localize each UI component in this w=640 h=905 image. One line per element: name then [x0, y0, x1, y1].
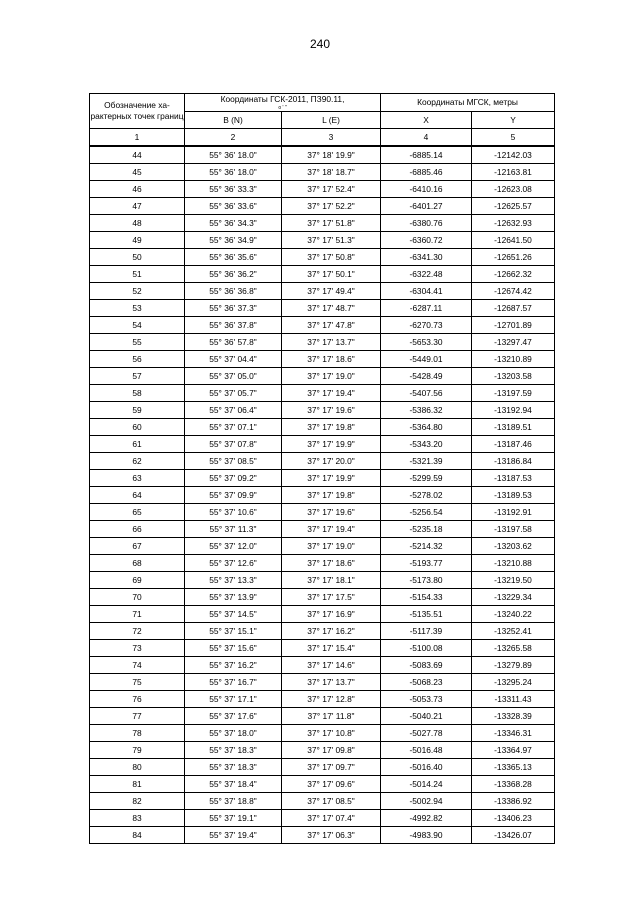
- b-cell: 55° 37' 10.6": [185, 504, 282, 521]
- b-cell: 55° 36' 37.8": [185, 317, 282, 334]
- y-cell: -13365.13: [472, 759, 555, 776]
- table-row: [90, 198, 555, 215]
- y-cell: -12701.89: [472, 317, 555, 334]
- y-cell: -13229.34: [472, 589, 555, 606]
- point-id-cell: 61: [90, 436, 185, 453]
- coordinates-table: [89, 93, 555, 844]
- b-cell: 55° 36' 57.8": [185, 334, 282, 351]
- b-cell: 55° 37' 19.1": [185, 810, 282, 827]
- l-cell: 37° 17' 17.5": [282, 589, 381, 606]
- point-id-cell: 83: [90, 810, 185, 827]
- x-cell: -5016.40: [381, 759, 472, 776]
- b-cell: 55° 37' 12.0": [185, 538, 282, 555]
- header-row-main: [90, 94, 555, 112]
- point-id-cell: 58: [90, 385, 185, 402]
- y-cell: -13265.58: [472, 640, 555, 657]
- table-row: [90, 470, 555, 487]
- b-cell: 55° 36' 18.0": [185, 164, 282, 181]
- b-cell: 55° 36' 33.3": [185, 181, 282, 198]
- table-row: [90, 351, 555, 368]
- table-body: [90, 146, 555, 844]
- b-cell: 55° 37' 07.8": [185, 436, 282, 453]
- y-cell: -12142.03: [472, 146, 555, 164]
- x-cell: -5278.02: [381, 487, 472, 504]
- x-cell: -5299.59: [381, 470, 472, 487]
- point-id-cell: 55: [90, 334, 185, 351]
- y-cell: -13210.88: [472, 555, 555, 572]
- x-cell: -6270.73: [381, 317, 472, 334]
- table-row: [90, 640, 555, 657]
- b-cell: 55° 37' 18.0": [185, 725, 282, 742]
- table-row: [90, 708, 555, 725]
- y-cell: -13187.46: [472, 436, 555, 453]
- table-row: [90, 725, 555, 742]
- l-cell: 37° 17' 06.3": [282, 827, 381, 844]
- page-number: 240: [309, 37, 331, 51]
- table-row: [90, 793, 555, 810]
- y-cell: -13346.31: [472, 725, 555, 742]
- table-row: [90, 232, 555, 249]
- x-cell: -5321.39: [381, 453, 472, 470]
- x-cell: -6341.30: [381, 249, 472, 266]
- table-row: [90, 317, 555, 334]
- b-cell: 55° 36' 36.2": [185, 266, 282, 283]
- point-id-cell: 46: [90, 181, 185, 198]
- b-cell: 55° 37' 06.4": [185, 402, 282, 419]
- b-cell: 55° 36' 34.3": [185, 215, 282, 232]
- b-cell: 55° 37' 13.9": [185, 589, 282, 606]
- b-cell: 55° 37' 11.3": [185, 521, 282, 538]
- point-id-cell: 71: [90, 606, 185, 623]
- y-cell: -13192.94: [472, 402, 555, 419]
- y-cell: -12625.57: [472, 198, 555, 215]
- y-cell: -13426.07: [472, 827, 555, 844]
- x-cell: -5053.73: [381, 691, 472, 708]
- table-row: [90, 419, 555, 436]
- b-cell: 55° 36' 36.8": [185, 283, 282, 300]
- table-row: [90, 623, 555, 640]
- b-cell: 55° 37' 18.3": [185, 759, 282, 776]
- x-cell: -5235.18: [381, 521, 472, 538]
- point-id-cell: 60: [90, 419, 185, 436]
- table-row: [90, 249, 555, 266]
- point-id-cell: 56: [90, 351, 185, 368]
- x-cell: -5214.32: [381, 538, 472, 555]
- y-cell: -13364.97: [472, 742, 555, 759]
- point-id-cell: 73: [90, 640, 185, 657]
- l-cell: 37° 17' 07.4": [282, 810, 381, 827]
- b-cell: 55° 37' 07.1": [185, 419, 282, 436]
- b-cell: 55° 36' 35.6": [185, 249, 282, 266]
- point-id-cell: 79: [90, 742, 185, 759]
- x-cell: -6304.41: [381, 283, 472, 300]
- b-cell: 55° 37' 16.2": [185, 657, 282, 674]
- b-cell: 55° 37' 15.1": [185, 623, 282, 640]
- x-cell: -5364.80: [381, 419, 472, 436]
- x-cell: -6360.72: [381, 232, 472, 249]
- l-cell: 37° 17' 51.3": [282, 232, 381, 249]
- point-id-cell: 77: [90, 708, 185, 725]
- table-row: [90, 742, 555, 759]
- l-cell: 37° 17' 12.8": [282, 691, 381, 708]
- b-cell: 55° 37' 15.6": [185, 640, 282, 657]
- table-row: [90, 283, 555, 300]
- header-gsk-units: о ' ": [278, 105, 287, 111]
- l-cell: 37° 17' 19.6": [282, 504, 381, 521]
- table-row: [90, 436, 555, 453]
- table-row: [90, 657, 555, 674]
- y-cell: -13406.23: [472, 810, 555, 827]
- column-number: 4: [381, 129, 472, 147]
- table-row: [90, 146, 555, 164]
- l-cell: 37° 18' 19.9": [282, 146, 381, 164]
- x-cell: -6885.14: [381, 146, 472, 164]
- x-cell: -5002.94: [381, 793, 472, 810]
- l-cell: 37° 17' 52.2": [282, 198, 381, 215]
- l-cell: 37° 17' 47.8": [282, 317, 381, 334]
- table-row: [90, 674, 555, 691]
- l-cell: 37° 17' 13.7": [282, 674, 381, 691]
- l-cell: 37° 17' 19.4": [282, 521, 381, 538]
- y-cell: -12674.42: [472, 283, 555, 300]
- point-id-cell: 44: [90, 146, 185, 164]
- b-cell: 55° 36' 37.3": [185, 300, 282, 317]
- y-cell: -12632.93: [472, 215, 555, 232]
- table-row: [90, 538, 555, 555]
- x-cell: -4983.90: [381, 827, 472, 844]
- b-cell: 55° 37' 19.4": [185, 827, 282, 844]
- point-id-cell: 53: [90, 300, 185, 317]
- point-id-cell: 66: [90, 521, 185, 538]
- table-row: [90, 759, 555, 776]
- point-id-cell: 52: [90, 283, 185, 300]
- point-id-cell: 65: [90, 504, 185, 521]
- l-cell: 37° 17' 09.7": [282, 759, 381, 776]
- b-cell: 55° 36' 33.6": [185, 198, 282, 215]
- header-mgsk-group: Координаты МГСК, метры: [381, 94, 555, 112]
- b-cell: 55° 37' 18.8": [185, 793, 282, 810]
- l-cell: 37° 17' 52.4": [282, 181, 381, 198]
- table-row: [90, 215, 555, 232]
- table-row: [90, 810, 555, 827]
- l-cell: 37° 17' 08.5": [282, 793, 381, 810]
- l-cell: 37° 17' 19.9": [282, 436, 381, 453]
- y-cell: -13279.89: [472, 657, 555, 674]
- table-row: [90, 385, 555, 402]
- l-cell: 37° 17' 19.0": [282, 538, 381, 555]
- y-cell: -13189.53: [472, 487, 555, 504]
- x-cell: -5407.56: [381, 385, 472, 402]
- l-cell: 37° 17' 19.8": [282, 487, 381, 504]
- l-cell: 37° 17' 18.6": [282, 351, 381, 368]
- column-number: 1: [90, 129, 185, 147]
- y-cell: -12651.26: [472, 249, 555, 266]
- l-cell: 37° 17' 18.6": [282, 555, 381, 572]
- point-id-cell: 68: [90, 555, 185, 572]
- header-b: B (N): [185, 112, 282, 129]
- x-cell: -6401.27: [381, 198, 472, 215]
- y-cell: -13187.53: [472, 470, 555, 487]
- table-row: [90, 300, 555, 317]
- point-id-cell: 48: [90, 215, 185, 232]
- l-cell: 37° 17' 18.1": [282, 572, 381, 589]
- b-cell: 55° 37' 05.7": [185, 385, 282, 402]
- table-row: [90, 402, 555, 419]
- y-cell: -12662.32: [472, 266, 555, 283]
- b-cell: 55° 37' 14.5": [185, 606, 282, 623]
- point-id-cell: 76: [90, 691, 185, 708]
- point-id-cell: 63: [90, 470, 185, 487]
- table-row: [90, 776, 555, 793]
- l-cell: 37° 17' 19.8": [282, 419, 381, 436]
- b-cell: 55° 36' 34.9": [185, 232, 282, 249]
- b-cell: 55° 37' 09.9": [185, 487, 282, 504]
- point-id-cell: 57: [90, 368, 185, 385]
- l-cell: 37° 17' 20.0": [282, 453, 381, 470]
- x-cell: -6410.16: [381, 181, 472, 198]
- l-cell: 37° 17' 14.6": [282, 657, 381, 674]
- x-cell: -5068.23: [381, 674, 472, 691]
- y-cell: -13295.24: [472, 674, 555, 691]
- table-row: [90, 334, 555, 351]
- x-cell: -6287.11: [381, 300, 472, 317]
- point-id-cell: 82: [90, 793, 185, 810]
- l-cell: 37° 17' 19.9": [282, 470, 381, 487]
- l-cell: 37° 17' 19.6": [282, 402, 381, 419]
- x-cell: -5193.77: [381, 555, 472, 572]
- point-id-cell: 62: [90, 453, 185, 470]
- l-cell: 37° 17' 49.4": [282, 283, 381, 300]
- y-cell: -13186.84: [472, 453, 555, 470]
- point-id-cell: 49: [90, 232, 185, 249]
- x-cell: -5449.01: [381, 351, 472, 368]
- x-cell: -5343.20: [381, 436, 472, 453]
- header-l: L (E): [282, 112, 381, 129]
- point-id-cell: 59: [90, 402, 185, 419]
- l-cell: 37° 17' 15.4": [282, 640, 381, 657]
- b-cell: 55° 37' 18.4": [185, 776, 282, 793]
- b-cell: 55° 37' 12.6": [185, 555, 282, 572]
- table-row: [90, 606, 555, 623]
- column-number: 5: [472, 129, 555, 147]
- y-cell: -12163.81: [472, 164, 555, 181]
- x-cell: -6322.48: [381, 266, 472, 283]
- b-cell: 55° 36' 18.0": [185, 146, 282, 164]
- l-cell: 37° 17' 51.8": [282, 215, 381, 232]
- y-cell: -13297.47: [472, 334, 555, 351]
- header-gsk-group: [185, 94, 381, 112]
- y-cell: -12641.50: [472, 232, 555, 249]
- b-cell: 55° 37' 08.5": [185, 453, 282, 470]
- column-number: 3: [282, 129, 381, 147]
- y-cell: -13368.28: [472, 776, 555, 793]
- b-cell: 55° 37' 04.4": [185, 351, 282, 368]
- x-cell: -5083.69: [381, 657, 472, 674]
- y-cell: -13210.89: [472, 351, 555, 368]
- x-cell: -5154.33: [381, 589, 472, 606]
- y-cell: -12687.57: [472, 300, 555, 317]
- table-row: [90, 521, 555, 538]
- column-number: 2: [185, 129, 282, 147]
- point-id-cell: 74: [90, 657, 185, 674]
- point-id-cell: 75: [90, 674, 185, 691]
- header-gsk-title: Координаты ГСК-2011, ПЗ90.11,: [220, 94, 345, 104]
- x-cell: -4992.82: [381, 810, 472, 827]
- point-id-cell: 78: [90, 725, 185, 742]
- l-cell: 37° 18' 18.7": [282, 164, 381, 181]
- table-row: [90, 266, 555, 283]
- x-cell: -5016.48: [381, 742, 472, 759]
- point-id-cell: 80: [90, 759, 185, 776]
- table-row: [90, 181, 555, 198]
- b-cell: 55° 37' 13.3": [185, 572, 282, 589]
- l-cell: 37° 17' 09.6": [282, 776, 381, 793]
- x-cell: -5014.24: [381, 776, 472, 793]
- b-cell: 55° 37' 09.2": [185, 470, 282, 487]
- point-id-cell: 70: [90, 589, 185, 606]
- y-cell: -13328.39: [472, 708, 555, 725]
- x-cell: -5428.49: [381, 368, 472, 385]
- table-row: [90, 691, 555, 708]
- x-cell: -5256.54: [381, 504, 472, 521]
- table-row: [90, 555, 555, 572]
- y-cell: -13197.59: [472, 385, 555, 402]
- x-cell: -6380.76: [381, 215, 472, 232]
- point-id-cell: 47: [90, 198, 185, 215]
- l-cell: 37° 17' 48.7": [282, 300, 381, 317]
- y-cell: -13203.62: [472, 538, 555, 555]
- y-cell: -13219.50: [472, 572, 555, 589]
- header-x: X: [381, 112, 472, 129]
- header-column-numbers: [90, 129, 555, 147]
- x-cell: -5100.08: [381, 640, 472, 657]
- x-cell: -5386.32: [381, 402, 472, 419]
- y-cell: -13311.43: [472, 691, 555, 708]
- point-id-cell: 72: [90, 623, 185, 640]
- x-cell: -6885.46: [381, 164, 472, 181]
- b-cell: 55° 37' 17.6": [185, 708, 282, 725]
- x-cell: -5135.51: [381, 606, 472, 623]
- b-cell: 55° 37' 17.1": [185, 691, 282, 708]
- y-cell: -13197.58: [472, 521, 555, 538]
- table-row: [90, 589, 555, 606]
- x-cell: -5027.78: [381, 725, 472, 742]
- x-cell: -5653.30: [381, 334, 472, 351]
- l-cell: 37° 17' 16.2": [282, 623, 381, 640]
- point-id-cell: 50: [90, 249, 185, 266]
- l-cell: 37° 17' 09.8": [282, 742, 381, 759]
- l-cell: 37° 17' 50.1": [282, 266, 381, 283]
- point-id-cell: 54: [90, 317, 185, 334]
- x-cell: -5173.80: [381, 572, 472, 589]
- l-cell: 37° 17' 19.4": [282, 385, 381, 402]
- table-row: [90, 487, 555, 504]
- l-cell: 37° 17' 19.0": [282, 368, 381, 385]
- table-row: [90, 368, 555, 385]
- b-cell: 55° 37' 18.3": [185, 742, 282, 759]
- l-cell: 37° 17' 16.9": [282, 606, 381, 623]
- y-cell: -13252.41: [472, 623, 555, 640]
- y-cell: -13203.58: [472, 368, 555, 385]
- y-cell: -13240.22: [472, 606, 555, 623]
- point-id-cell: 84: [90, 827, 185, 844]
- b-cell: 55° 37' 05.0": [185, 368, 282, 385]
- table-row: [90, 453, 555, 470]
- l-cell: 37° 17' 50.8": [282, 249, 381, 266]
- point-id-cell: 67: [90, 538, 185, 555]
- l-cell: 37° 17' 11.8": [282, 708, 381, 725]
- y-cell: -13192.91: [472, 504, 555, 521]
- y-cell: -13189.51: [472, 419, 555, 436]
- point-id-cell: 45: [90, 164, 185, 181]
- point-id-cell: 64: [90, 487, 185, 504]
- point-id-cell: 69: [90, 572, 185, 589]
- header-y: Y: [472, 112, 555, 129]
- point-id-cell: 51: [90, 266, 185, 283]
- y-cell: -13386.92: [472, 793, 555, 810]
- point-id-cell: 81: [90, 776, 185, 793]
- y-cell: -12623.08: [472, 181, 555, 198]
- b-cell: 55° 37' 16.7": [185, 674, 282, 691]
- table-row: [90, 827, 555, 844]
- l-cell: 37° 17' 10.8": [282, 725, 381, 742]
- x-cell: -5040.21: [381, 708, 472, 725]
- l-cell: 37° 17' 13.7": [282, 334, 381, 351]
- table-row: [90, 504, 555, 521]
- table-row: [90, 572, 555, 589]
- table-row: [90, 164, 555, 181]
- header-point-name: Обозначение ха-рактерных точек границ: [90, 94, 185, 129]
- x-cell: -5117.39: [381, 623, 472, 640]
